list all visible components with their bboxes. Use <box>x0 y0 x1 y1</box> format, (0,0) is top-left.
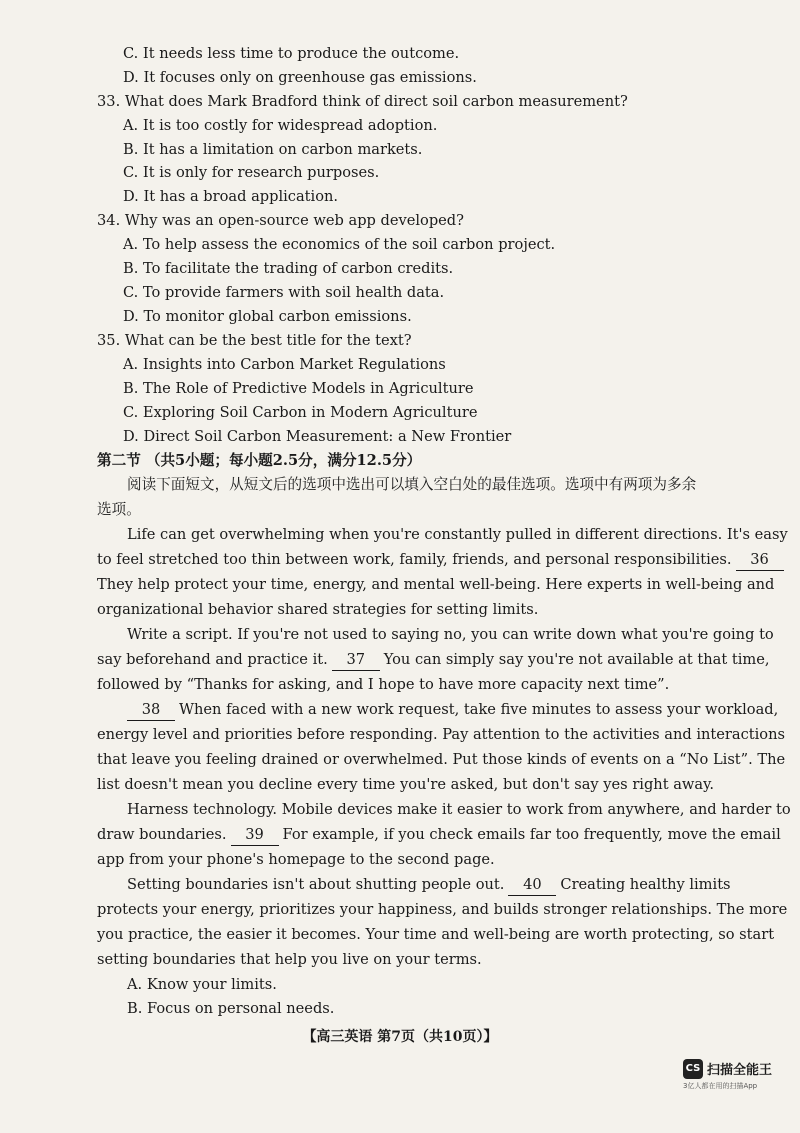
passage-p3-line1-text: When faced with a new work request, take five minutes to assess your workload, <box>179 701 779 718</box>
q35-option-a: A. Insights into Carbon Market Regulations <box>123 356 446 373</box>
passage-p5-line1-text-a: Setting boundaries isn't about shutting people out. <box>127 876 505 893</box>
passage-p2-line2-text-a: say beforehand and practice it. <box>97 651 328 668</box>
q35-stem: 35. What can be the best title for the text? <box>97 332 412 349</box>
passage-p5-line2: protects your energy, prioritizes your happiness, and builds stronger relationships. The more <box>97 901 788 918</box>
scanner-watermark <box>683 1058 793 1091</box>
q32-option-d: D. It focuses only on greenhouse gas emissions. <box>123 69 477 86</box>
section2-instruction-line2: 选项。 <box>97 501 141 518</box>
passage-p4-line2-text-b: For example, if you check emails far too frequently, move the email <box>282 826 781 843</box>
q34-option-b: B. To facilitate the trading of carbon credits. <box>123 260 454 277</box>
scanner-logo-icon: CS <box>683 1059 703 1079</box>
passage-p5-line1 <box>127 875 731 896</box>
q33-stem: 33. What does Mark Bradford think of direct soil carbon measurement? <box>97 93 628 110</box>
q33-option-b: B. It has a limitation on carbon markets. <box>123 141 423 158</box>
section2-heading: 第二节 （共5小题；每小题2.5分，满分12.5分） <box>97 452 422 469</box>
blank-39: 39 <box>231 825 279 846</box>
blank-36: 36 <box>736 550 784 571</box>
q34-stem: 34. Why was an open-source web app developed? <box>97 212 464 229</box>
q34-option-c: C. To provide farmers with soil health data. <box>123 284 445 301</box>
passage-p4-line3: app from your phone's homepage to the second page. <box>97 851 495 868</box>
q33-option-c: C. It is only for research purposes. <box>123 164 380 181</box>
q33-option-a: A. It is too costly for widespread adoption. <box>123 117 438 134</box>
passage-p1-line2-text: to feel stretched too thin between work, family, friends, and personal responsibilities. <box>97 551 732 568</box>
passage-p5-line4: setting boundaries that help you live on your terms. <box>97 951 482 968</box>
q34-option-a: A. To help assess the economics of the soil carbon project. <box>123 236 556 253</box>
passage-p1-line2 <box>97 550 788 571</box>
passage-p3-line4: list doesn't mean you decline every time you're asked, but don't say yes right away. <box>97 776 715 793</box>
passage-p5-line1-text-b: Creating healthy limits <box>560 876 731 893</box>
passage-p2-line2 <box>97 650 770 671</box>
q33-option-d: D. It has a broad application. <box>123 188 339 205</box>
passage-p4-line2 <box>97 825 781 846</box>
passage-p1-line3: They help protect your time, energy, and mental well-being. Here experts in well-being and <box>97 576 775 593</box>
q32-option-c: C. It needs less time to produce the outcome. <box>123 45 460 62</box>
q35-option-b: B. The Role of Predictive Models in Agriculture <box>123 380 474 397</box>
passage-p3-line2: energy level and priorities before responding. Pay attention to the activities and interactions <box>97 726 785 743</box>
passage-p2-line2-text-b: You can simply say you're not available at that time, <box>383 651 770 668</box>
q34-option-d: D. To monitor global carbon emissions. <box>123 308 412 325</box>
passage-p3-line3: that leave you feeling drained or overwhelmed. Put those kinds of events on a “No List”. The <box>97 751 786 768</box>
passage-p2-line3: followed by “Thanks for asking, and I hope to have more capacity next time”. <box>97 676 670 693</box>
passage-p3-line1 <box>127 700 778 721</box>
passage-p2-line1: Write a script. If you're not used to saying no, you can write down what you're going to <box>127 626 774 643</box>
blank-37: 37 <box>332 650 380 671</box>
passage-p4-line1: Harness technology. Mobile devices make it easier to work from anywhere, and harder to <box>127 801 791 818</box>
passage-p1-line1: Life can get overwhelming when you're constantly pulled in different directions. It's easy <box>127 526 788 543</box>
blank-38: 38 <box>127 700 175 721</box>
q35-option-d: D. Direct Soil Carbon Measurement: a New Frontier <box>123 428 512 445</box>
page-footer: 【高三英语 第7页（共10页）】 <box>302 1029 498 1045</box>
passage-p5-line3: you practice, the easier it becomes. Your time and well-being are worth protecting, so start <box>97 926 775 943</box>
passage-p4-line2-text-a: draw boundaries. <box>97 826 227 843</box>
answer-option-b: B. Focus on personal needs. <box>127 1000 335 1017</box>
passage-p1-line4: organizational behavior shared strategies for setting limits. <box>97 601 539 618</box>
section2-instruction-line1: 阅读下面短文，从短文后的选项中选出可以填入空白处的最佳选项。选项中有两项为多余 <box>127 476 697 493</box>
q35-option-c: C. Exploring Soil Carbon in Modern Agriculture <box>123 404 478 421</box>
scanner-app-name: 扫描全能王 <box>707 1063 773 1078</box>
answer-option-a: A. Know your limits. <box>127 976 277 993</box>
blank-40: 40 <box>508 875 556 896</box>
scanner-tagline: 3亿人都在用的扫描App <box>683 1081 758 1090</box>
